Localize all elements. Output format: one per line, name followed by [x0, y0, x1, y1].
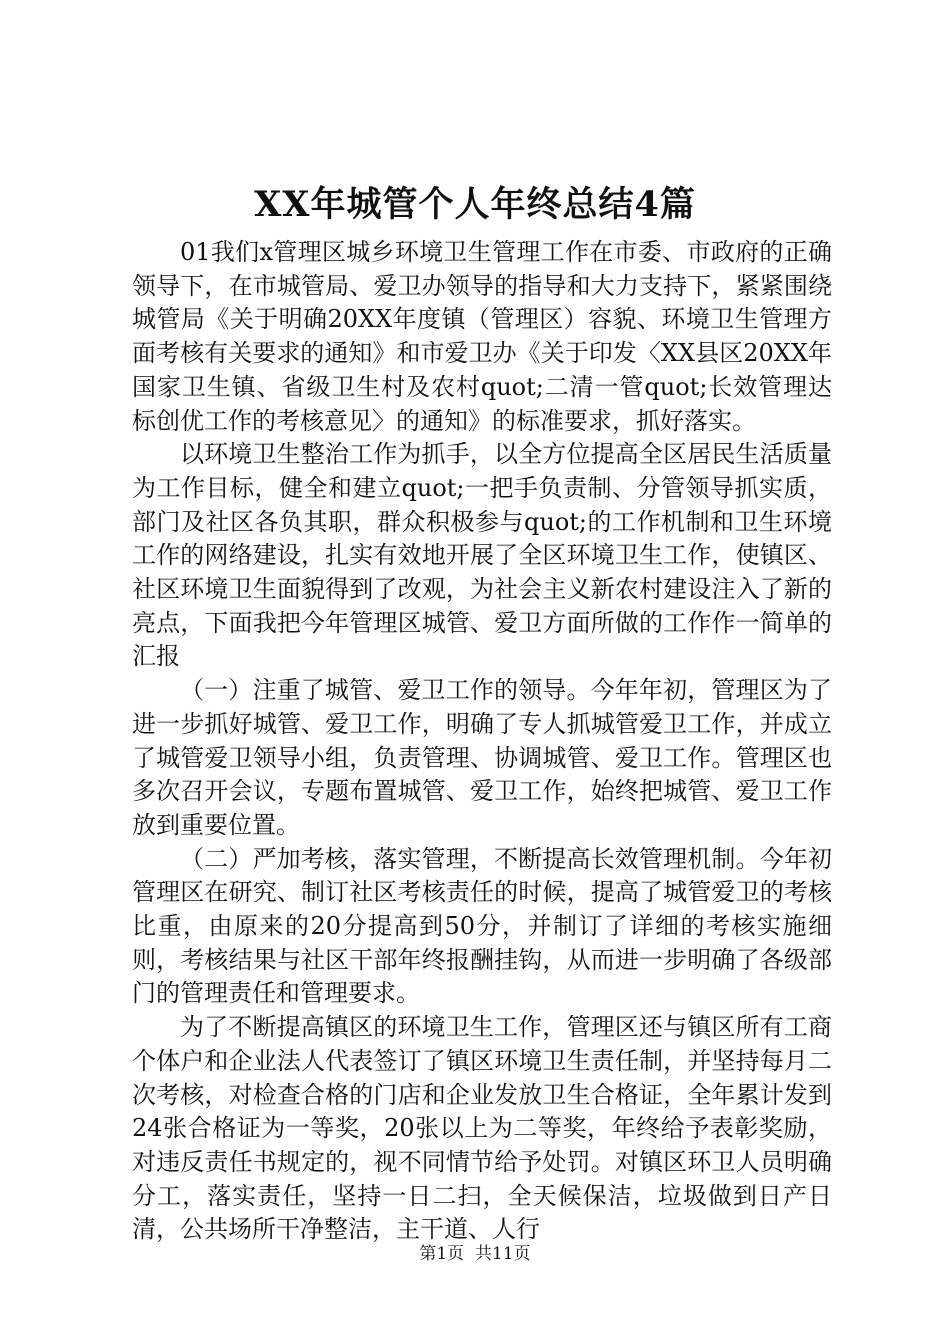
paragraph: 01我们x管理区城乡环境卫生管理工作在市委、市政府的正确领导下，在市城管局、爱卫办领导的指导和大力支持下，紧紧围绕城管局《关于明确20XX年度镇（管理区）容貌、环境卫生管理方面考核有关要求的通知》和市爱卫办《关于印发〈XX县区20XX年国家卫生镇、省级卫生村及农村quot;二清一管quot;长效管理达标创优工作的考核意见〉的通知》的标准要求，抓好落实。: [132, 238, 832, 435]
page-number: 第1页: [419, 1244, 465, 1264]
paragraph: （一）注重了城管、爱卫工作的领导。今年年初，管理区为了进一步抓好城管、爱卫工作，明确了专人抓城管爱卫工作，并成立了城管爱卫领导小组，负责管理、协调城管、爱卫工作。管理区也多次召开会议，专题布置城管、爱卫工作，始终把城管、爱卫工作放到重要位置。: [132, 676, 832, 839]
document-body: [132, 236, 832, 1247]
paragraph: 为了不断提高镇区的环境卫生工作，管理区还与镇区所有工商个体户和企业法人代表签订了镇区环境卫生责任制，并坚持每月二次考核，对检查合格的门店和企业发放卫生合格证，全年累计发到24张合格证为一等奖，20张以上为二等奖，年终给予表彰奖励，对违反责任书规定的，视不同情节给予处罚。对镇区环卫人员明确分工，落实责任，坚持一日二扫，全天候保洁，垃圾做到日产日清，公共场所干净整洁，主干道、人行: [132, 1013, 832, 1244]
document-title: XX年城管个人年终总结4篇: [254, 184, 696, 225]
paragraph: 以环境卫生整治工作为抓手，以全方位提高全区居民生活质量为工作目标，健全和建立quot;一把手负责制、分管领导抓实质，部门及社区各负其职，群众积极参与quot;的工作机制和卫生环境工作的网络建设，扎实有效地开展了全区环境卫生工作，使镇区、社区环境卫生面貌得到了改观，为社会主义新农村建设注入了新的亮点，下面我把今年管理区城管、爱卫方面所做的工作作一简单的汇报: [132, 440, 832, 671]
total-pages: 共11页: [475, 1244, 531, 1264]
paragraph: （二）严加考核，落实管理，不断提高长效管理机制。今年初管理区在研究、制订社区考核责任的时候，提高了城管爱卫的考核比重，由原来的20分提高到50分，并制订了详细的考核实施细则，考核结果与社区干部年终报酬挂钩，从而进一步明确了各级部门的管理责任和管理要求。: [132, 844, 832, 1008]
page-footer: [0, 1243, 950, 1265]
